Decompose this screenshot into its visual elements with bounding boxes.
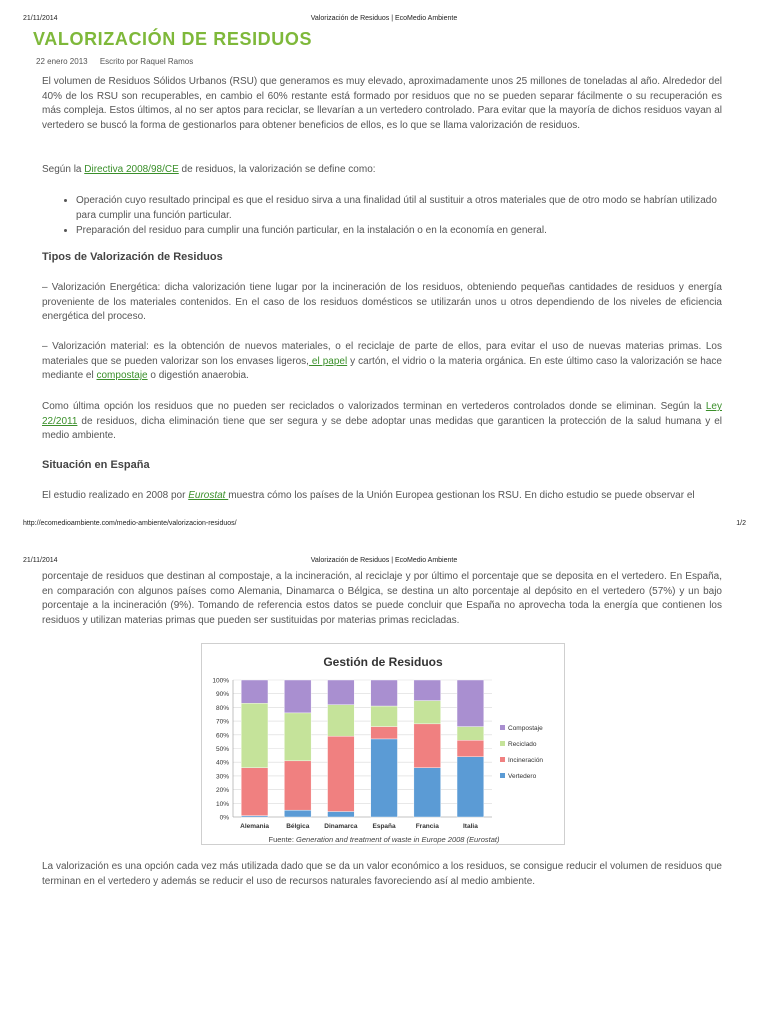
bar-segment xyxy=(457,680,484,727)
espana-paragraph xyxy=(42,489,722,504)
bar-segment xyxy=(328,812,355,817)
continuation-paragraph: porcentaje de residuos que destinan al compostaje, a la incineración, al reciclaje y por último el porcentaje que se deposita en el vertedero. En España, en comparación con algunos países como Alemania, Dinamarca o Bélgica, se destina un alto porcentaje al depósito en el vertedero (57%) y un bajo porcentaje a la incineración (9%). Tomando de referencia estos datos se puede concluir que España no aprovecha toda la energía que contienen los residuos y utilizan materias primas que pueden ser sustituidas por materias primas recicladas. xyxy=(42,571,722,626)
stacked-bar-chart xyxy=(202,644,564,844)
x-tick-label: Francia xyxy=(415,823,439,830)
chart-caption xyxy=(0,835,768,844)
bar-segment xyxy=(371,706,398,727)
article-author: Escrito por Raquel Ramos xyxy=(99,57,194,66)
bar-segment xyxy=(328,680,355,705)
list-item: • Preparación del residuo para cumplir una función particular, en la instalación o en la economía en general. xyxy=(76,224,736,239)
bar-segment xyxy=(371,680,398,706)
bar-segment xyxy=(457,757,484,817)
definition-list xyxy=(60,194,736,240)
legend-swatch xyxy=(500,725,505,730)
bar-segment xyxy=(414,768,441,817)
espana-text: El estudio realizado en 2008 por xyxy=(42,490,189,501)
material-paragraph xyxy=(42,340,722,384)
bar-segment xyxy=(457,740,484,756)
legend-label: Vertedero xyxy=(508,773,537,780)
article-date: 22 enero 2013 xyxy=(36,57,88,66)
y-tick-label: 50% xyxy=(215,746,229,753)
material-text-end: o digestión anaerobia. xyxy=(147,370,249,382)
ultima-text-end: de residuos, dicha eliminación tiene que ser segura y se debe adoptar unas medidas que garanticen la protección de la salud humana y el medio ambiente. xyxy=(42,415,722,442)
y-tick-label: 100% xyxy=(212,677,229,685)
list-item: • Operación cuyo resultado principal es que el residuo sirva a una finalidad útil al sustituir a otros materiales que de otro modo se habrían utilizado para cumplir una función particular. xyxy=(76,194,736,223)
y-tick-label: 70% xyxy=(215,718,229,726)
print-site-title: Valorización de Residuos | EcoMedio Ambiente xyxy=(310,15,458,22)
bar-segment xyxy=(284,810,311,817)
x-tick-label: Alemania xyxy=(240,823,270,830)
bar-segment xyxy=(414,701,441,724)
energetica-paragraph: – Valorización Energética: dicha valorización tiene lugar por la incineración de los residuos, obteniendo pequeñas cantidades de residuos y energía proveniente de los materiales contenidos. En el caso de los residuos domésticos se utilizarán unos u otros dependiendo de los niveles de eficiencia energética del proceso. xyxy=(42,282,722,323)
article-title: VALORIZACIÓN DE RESIDUOS xyxy=(33,29,313,49)
print-site-title: Valorización de Residuos | EcoMedio Ambiente xyxy=(310,557,458,564)
y-tick-label: 90% xyxy=(215,691,229,699)
section-heading-tipos: Tipos de Valorización de Residuos xyxy=(42,251,223,263)
bar-segment xyxy=(457,727,484,741)
ley-link[interactable]: Ley 22/2011 xyxy=(42,401,722,427)
x-tick-label: Dinamarca xyxy=(324,823,358,830)
print-page-number: 1/2 xyxy=(736,520,746,527)
y-tick-label: 30% xyxy=(215,773,229,781)
y-tick-label: 80% xyxy=(215,704,229,712)
material-text-mid: y cartón, el vidrio o la materia orgánica. En este último caso la valorización se hace mediante el xyxy=(42,355,722,382)
bar-segment xyxy=(371,727,398,739)
y-tick-label: 0% xyxy=(219,814,229,822)
y-tick-label: 60% xyxy=(215,732,229,740)
chart-container xyxy=(201,643,565,845)
material-text: – Valorización material: es la obtención de nuevos materiales, o el reciclaje de parte de ellos, para evitar el uso de nuevas materias primas. Los materiales que se pueden valorizar son los envases ligeros, xyxy=(42,341,722,367)
y-tick-label: 20% xyxy=(215,787,229,795)
caption-prefix: Fuente: xyxy=(268,835,297,844)
directiva-link[interactable]: Directiva 2008/98/CE xyxy=(84,164,179,175)
bar-segment xyxy=(284,761,311,810)
bar-segment xyxy=(241,680,268,703)
print-date: 21/11/2014 xyxy=(23,557,58,564)
legend-label: Reciclado xyxy=(508,741,537,748)
bar-segment xyxy=(241,703,268,767)
bar-segment xyxy=(241,768,268,816)
legend-swatch xyxy=(500,773,505,778)
compostaje-link[interactable]: compostaje xyxy=(96,370,148,382)
espana-text-end: muestra cómo los países de la Unión Europea gestionan los RSU. En dicho estudio se puede observar el xyxy=(228,490,695,501)
definition-text-end: de residuos, la valorización se define como: xyxy=(178,164,376,175)
bar-segment xyxy=(241,816,268,817)
bar-segment xyxy=(284,680,311,713)
x-tick-label: Bélgica xyxy=(286,823,310,830)
bar-segment xyxy=(328,705,355,737)
definition-text: Según la xyxy=(42,164,85,175)
x-tick-label: España xyxy=(372,823,396,830)
intro-paragraph: El volumen de Residuos Sólidos Urbanos (RSU) que generamos es muy elevado, aproximadamente unos 25 millones de toneladas al año. Alrededor del 40% de los RSU son recuperables, en cambio el 60% restante está formado por residuos que no se pueden separar fácilmente o su recuperación es más compleja. Estos últimos, al no ser aptos para reciclar, se llevarían a un vertedero controlado. Para evitar que la mayoría de dichos residuos vayan al vertedero se buscó la forma de gestionarlos para obtener beneficios de ellos, es lo que se llama valorización de residuos. xyxy=(42,76,722,131)
papel-link[interactable]: el papel xyxy=(308,355,348,367)
closing-paragraph: La valorización es una opción cada vez más utilizada dado que se da un valor económico a los residuos, se consigue reducir el volumen de residuos que terminan en el vertedero y además se reducir el uso de recursos naturales favoreciendo así al medio ambiente. xyxy=(42,861,722,887)
legend-label: Incineración xyxy=(508,757,544,764)
definition-paragraph xyxy=(42,163,722,178)
bar-segment xyxy=(414,680,441,701)
ultima-paragraph xyxy=(42,400,722,444)
bar-segment xyxy=(328,736,355,811)
eurostat-link[interactable]: Eurostat xyxy=(188,490,229,501)
article-meta xyxy=(36,57,203,66)
caption-source: Generation and treatment of waste in Europe 2008 (Eurostat) xyxy=(296,835,500,844)
bar-segment xyxy=(371,739,398,817)
y-tick-label: 40% xyxy=(215,759,229,767)
chart-title: Gestión de Residuos xyxy=(323,655,443,669)
ultima-text: Como última opción los residuos que no pueden ser reciclados o valorizados terminan en vertederos controlados donde se eliminan. Según la xyxy=(42,401,706,412)
section-heading-espana: Situación en España xyxy=(42,459,150,471)
print-date: 21/11/2014 xyxy=(23,15,58,22)
legend-label: Compostaje xyxy=(508,725,543,732)
print-url: http://ecomedioambiente.com/medio-ambiente/valorizacion-residuos/ xyxy=(23,520,237,527)
bar-segment xyxy=(284,713,311,761)
x-tick-label: Italia xyxy=(463,823,478,830)
bar-segment xyxy=(414,724,441,768)
legend-swatch xyxy=(500,741,505,746)
y-tick-label: 10% xyxy=(215,800,229,808)
legend-swatch xyxy=(500,757,505,762)
